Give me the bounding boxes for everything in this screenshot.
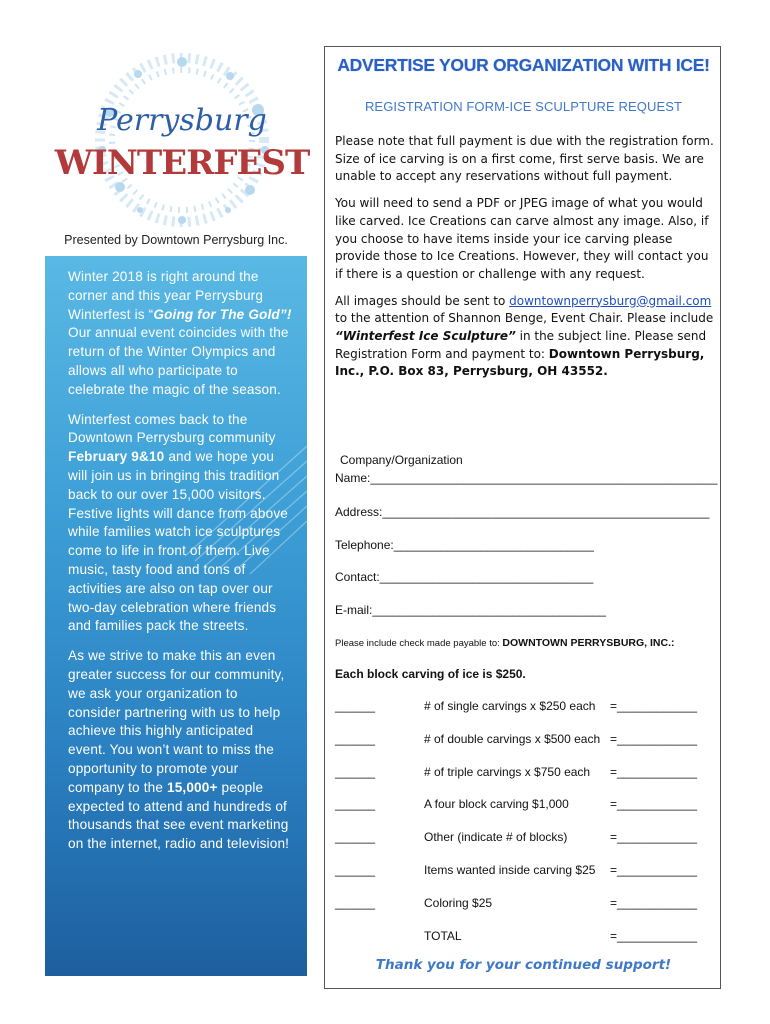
carving-description: # of double carvings x $500 each	[424, 731, 601, 746]
amount-blank[interactable]: =____________	[610, 863, 698, 877]
logo-perrysburg: Perrysburg	[97, 103, 267, 138]
amount-blank[interactable]: =____________	[610, 764, 698, 779]
email-field[interactable]: E-mail:___________________________________	[335, 603, 606, 617]
carving-description: A four block carving $1,000	[424, 797, 569, 812]
carving-description: Items wanted inside carving $25	[424, 863, 596, 877]
amount-blank[interactable]: =____________	[610, 731, 698, 746]
thank-you-note: Thank you for your continued support!	[375, 957, 672, 973]
instruction-image: You will need to send a PDF or JPEG image of what you would like carved. Ice Creations can carve almost any image. Also, if you choose to have items inside your ice carving please provide those to Ice Creations. However, they will contact you if there is a question or challenge with any request.	[335, 196, 709, 281]
intro-paragraph-1: Winter 2018 is right around the corner and this year Perrysburg Winterfest is “Going for The Gold”! Our annual event coincides with the return of the Winter Olympics and allows all who participate to celebrate the magic of the season.	[68, 269, 292, 397]
carving-description: # of triple carvings x $750 each	[424, 764, 591, 779]
intro-paragraph-3: As we strive to make this an even greater success for our community, we ask your organization to consider partnering with us to help achieve this highly anticipated event. You won’t want to miss the opportunity to promote your company to the 15,000+ people expected to attend and hundreds of thousands that see event marketing on the internet, radio and television!	[68, 648, 290, 852]
quantity-blank[interactable]: ______	[335, 863, 376, 877]
logo-winterfest: WINTERFEST	[54, 143, 310, 183]
amount-blank[interactable]: =____________	[610, 895, 698, 910]
amount-blank[interactable]: =____________	[610, 928, 698, 943]
name-field[interactable]: Name:____________________________________________________	[335, 471, 718, 485]
instructions	[335, 133, 715, 390]
carving-description: TOTAL	[424, 928, 462, 943]
quantity-blank[interactable]: ______	[335, 895, 376, 910]
carving-row	[335, 797, 715, 815]
carving-description: Other (indicate # of blocks)	[424, 830, 568, 845]
presented-by: Presented by Downtown Perrysburg Inc.	[64, 233, 288, 247]
carving-row	[335, 830, 715, 848]
quantity-blank[interactable]: ______	[335, 797, 376, 812]
contact-field[interactable]: Contact:________________________________	[335, 570, 594, 584]
quantity-blank[interactable]: ______	[335, 830, 376, 845]
intro-paragraph-2: Winterfest comes back to the Downtown Perrysburg community February 9&10 and we hope you will join us in bringing this tradition back to our over 15,000 visitors. Festive lights will dance from above while families watch ice sculptures come to life in front of them. Live music, tasty food and tons of activities are also on tap over our two-day celebration where friends and families pack the streets.	[68, 411, 288, 634]
carving-row	[335, 699, 715, 717]
quantity-blank[interactable]: ______	[335, 731, 376, 746]
email-link[interactable]: downtownperrysburg@gmail.com	[509, 293, 712, 308]
quantity-blank[interactable]: ______	[335, 764, 376, 779]
form-subtitle: REGISTRATION FORM-ICE SCULPTURE REQUEST	[364, 99, 683, 114]
each-block-price: Each block carving of ice is $250.	[335, 667, 526, 681]
amount-blank[interactable]: =____________	[610, 830, 698, 845]
carving-row	[335, 929, 715, 947]
winterfest-logo	[54, 52, 310, 227]
address-field[interactable]: Address:_________________________________________________	[335, 505, 710, 519]
carving-row	[335, 765, 715, 783]
company-label: Company/Organization	[340, 453, 463, 467]
amount-blank[interactable]: =____________	[610, 797, 698, 812]
intro-text	[68, 268, 293, 865]
carving-row	[335, 863, 715, 881]
registration-form-panel	[324, 46, 721, 989]
amount-blank[interactable]: =____________	[610, 699, 698, 713]
quantity-blank[interactable]: ______	[335, 699, 376, 713]
carving-row	[335, 896, 715, 914]
carving-description: Coloring $25	[424, 895, 493, 910]
intro-panel	[45, 256, 307, 976]
form-title: ADVERTISE YOUR ORGANIZATION WITH ICE!	[337, 55, 710, 75]
instruction-send: All images should be sent to downtownperrysburg@gmail.com to the attention of Shannon Benge, Event Chair. Please include “Winterfest Ice Sculpture” in the subject line. Please send Registration Form and payment to: Downtown Perrysburg, Inc., P.O. Box 83, Perrysburg, OH 43552.	[335, 293, 714, 379]
carving-row	[335, 732, 715, 750]
telephone-field[interactable]: Telephone:______________________________	[335, 538, 594, 552]
instruction-payment: Please note that full payment is due with the registration form. Size of ice carving is on a first come, first serve basis. We are unable to accept any reservations without full payment.	[335, 134, 714, 184]
check-note: Please include check made payable to: DOWNTOWN PERRYSBURG, INC.:	[335, 637, 675, 649]
carving-description: # of single carvings x $250 each	[424, 699, 596, 713]
